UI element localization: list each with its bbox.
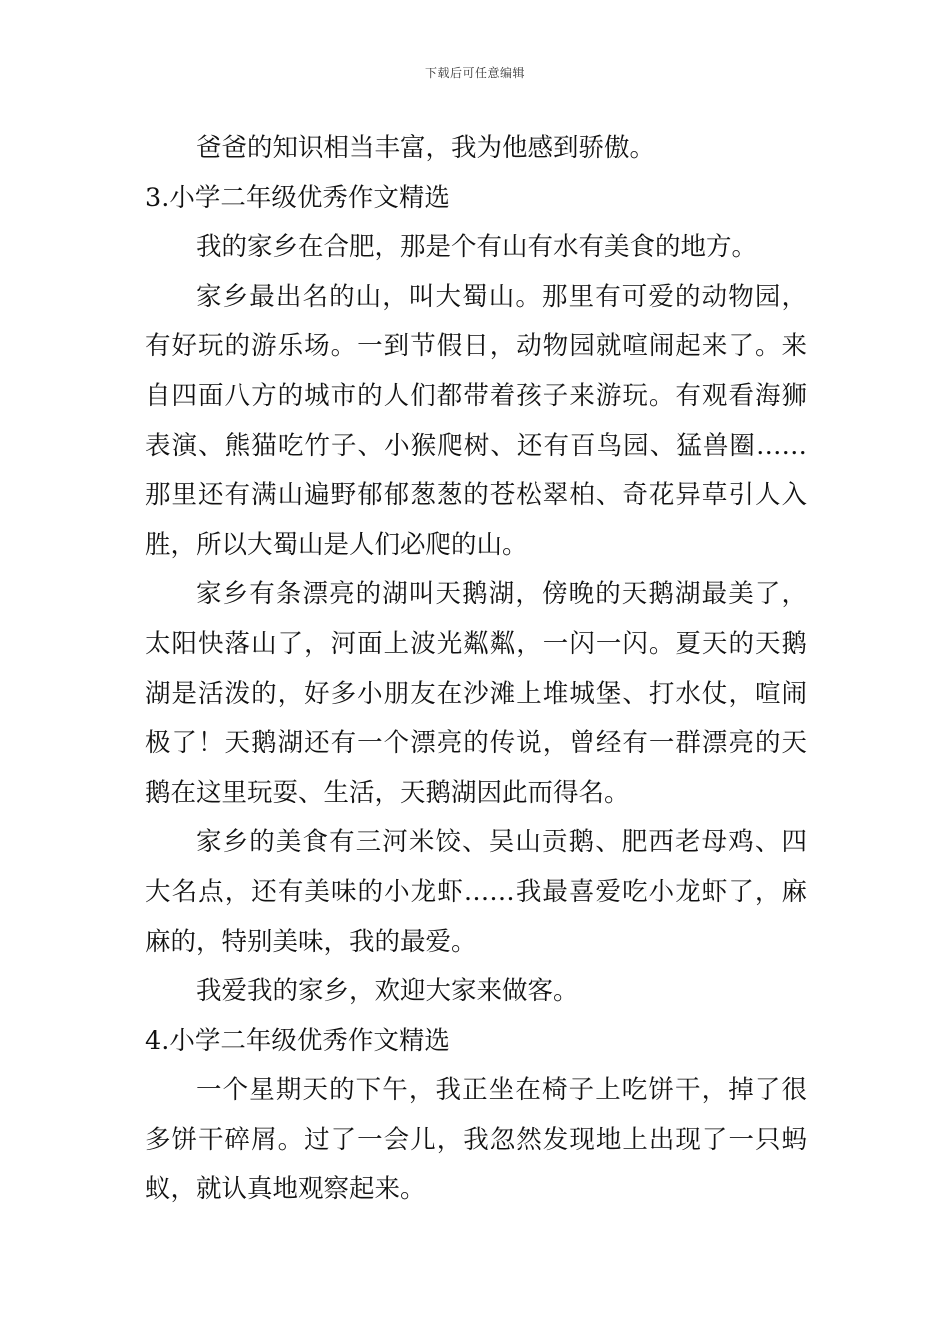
paragraph: 我的家乡在合肥，那是个有山有水有美食的地方。 [196,232,758,263]
document-body [145,124,807,1215]
section-heading-4: 4.小学二年级优秀作文精选 [145,1025,450,1056]
paragraph: 家乡最出名的山，叫大蜀山。那里有可爱的动物园，有好玩的游乐场。一到节假日，动物园就喧闹起来了。来自四面八方的城市的人们都带着孩子来游玩。有观看海狮表演、熊猫吃竹子、小猴爬树、还有百鸟园、猛兽圈……那里还有满山遍野郁郁葱葱的苍松翠柏、奇花异草引人入胜，所以大蜀山是人们必爬的山。 [145,281,807,560]
paragraph: 家乡的美食有三河米饺、吴山贡鹅、肥西老母鸡、四大名点，还有美味的小龙虾……我最喜爱吃小龙虾了，麻麻的，特别美味，我的最爱。 [145,827,807,957]
page-header-note: 下载后可任意编辑 [424,66,525,80]
paragraph: 我爱我的家乡，欢迎大家来做客。 [196,976,579,1007]
paragraph: 爸爸的知识相当丰富，我为他感到骄傲。 [196,133,656,163]
section-heading-3: 3.小学二年级优秀作文精选 [145,182,450,213]
paragraph: 一个星期天的下午，我正坐在椅子上吃饼干，掉了很多饼干碎屑。过了一会儿，我忽然发现地上出现了一只蚂蚁，就认真地观察起来。 [145,1075,807,1205]
paragraph: 家乡有条漂亮的湖叫天鹅湖，傍晚的天鹅湖最美了，太阳快落山了，河面上波光粼粼，一闪一闪。夏天的天鹅湖是活泼的，好多小朋友在沙滩上堆城堡、打水仗，喧闹极了！天鹅湖还有一个漂亮的传说，曾经有一群漂亮的天鹅在这里玩耍、生活，天鹅湖因此而得名。 [145,579,807,808]
